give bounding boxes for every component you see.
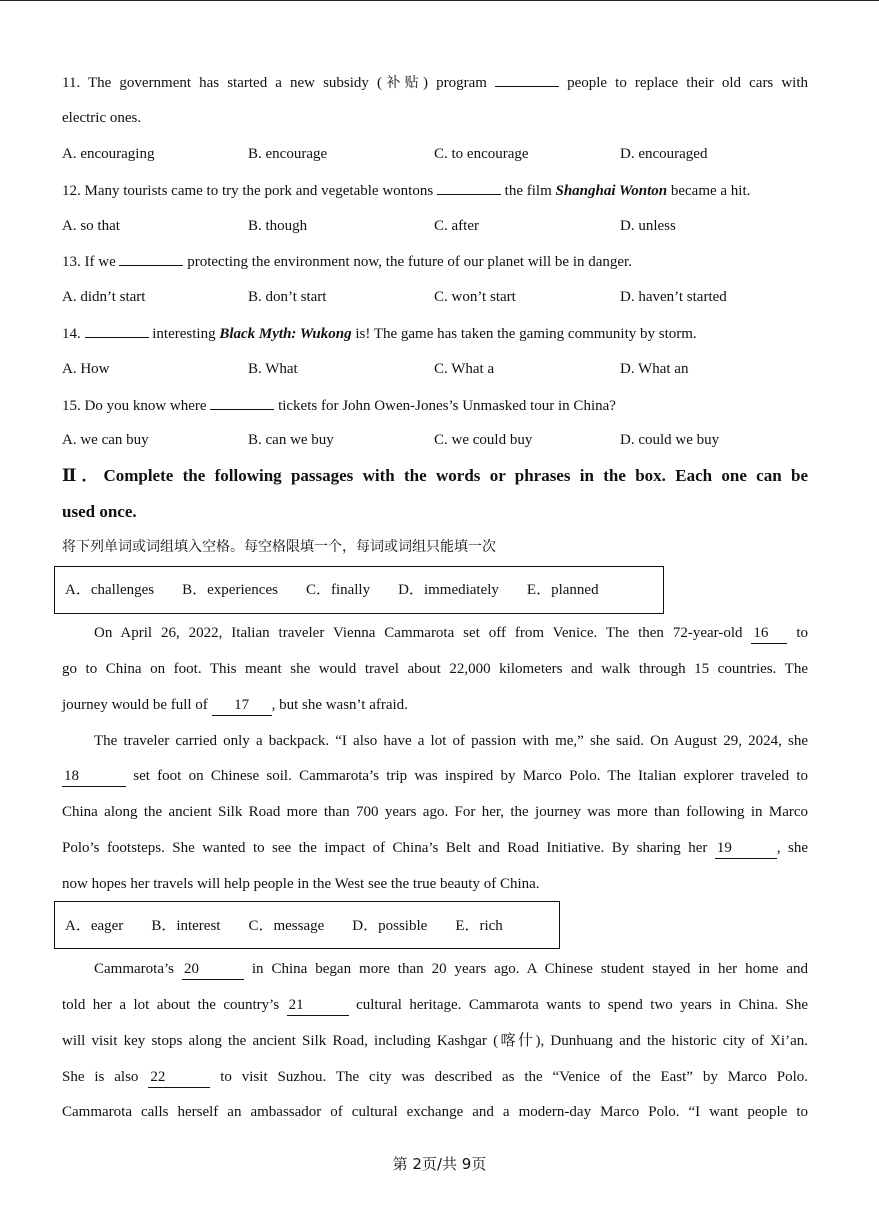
option-c[interactable]: C. What a bbox=[434, 361, 495, 377]
section-2-instruction: 将下列单词或词组填入空格。每空格限填一个，每词或词组只能填一次 bbox=[62, 539, 496, 555]
blank-22[interactable]: 22 bbox=[148, 1067, 210, 1088]
word-box-2 bbox=[54, 901, 560, 949]
answer-blank[interactable] bbox=[495, 72, 559, 87]
question-12-options bbox=[62, 216, 808, 236]
answer-blank[interactable] bbox=[119, 251, 183, 266]
passage-1-line-3: journey would be full of 17 , but she wasn’t afraid. bbox=[62, 695, 808, 716]
option-d[interactable]: D. haven’t started bbox=[620, 289, 727, 305]
passage-2-line-4: She is also 22 to visit Suzhou. The city was described as the “Venice of the East” by Marco Polo. bbox=[62, 1067, 808, 1088]
film-title: Shanghai Wonton bbox=[555, 183, 668, 199]
question-15-options bbox=[62, 430, 808, 450]
option-a[interactable]: A. so that bbox=[62, 218, 120, 234]
option-a[interactable]: A. encouraging bbox=[62, 146, 155, 162]
page-top-rule bbox=[0, 0, 879, 1]
question-11-stem-cont: electric ones. bbox=[62, 110, 142, 126]
option-c[interactable]: C. won’t start bbox=[434, 289, 516, 305]
option-b[interactable]: B. don’t start bbox=[248, 289, 327, 305]
word-option: D．possible bbox=[352, 918, 428, 934]
option-a[interactable]: A. we can buy bbox=[62, 432, 149, 448]
question-13-options bbox=[62, 287, 808, 307]
blank-21[interactable]: 21 bbox=[287, 995, 349, 1016]
word-option: C．message bbox=[248, 918, 325, 934]
blank-17[interactable]: 17 bbox=[212, 695, 272, 716]
answer-blank[interactable] bbox=[437, 180, 501, 195]
passage-1-line-6: China along the ancient Silk Road more than 700 years ago. For her, the journey was more than following in Marco bbox=[62, 804, 808, 820]
option-d[interactable]: D. unless bbox=[620, 218, 676, 234]
section-2-heading-cont: used once. bbox=[62, 502, 137, 521]
question-11-options bbox=[62, 144, 808, 164]
option-b[interactable]: B. can we buy bbox=[248, 432, 334, 448]
word-option: E．rich bbox=[455, 918, 503, 934]
word-option: B．experiences bbox=[182, 582, 278, 598]
blank-19[interactable]: 19 bbox=[715, 838, 777, 859]
passage-1-line-2: go to China on foot. This meant she would travel about 22,000 kilometers and walk through 15 countries. The bbox=[62, 661, 808, 677]
word-box-1 bbox=[54, 566, 664, 614]
section-2-heading: Ⅱ．Complete the following passages with the words or phrases in the box. Each one can be bbox=[62, 466, 808, 485]
blank-20[interactable]: 20 bbox=[182, 959, 244, 980]
question-15-stem: 15. Do you know where tickets for John Owen-Jones’s Unmasked tour in China? bbox=[62, 395, 808, 416]
passage-1-line-5: 18 set foot on Chinese soil. Cammarota’s trip was inspired by Marco Polo. The Italian explorer traveled to bbox=[62, 766, 808, 787]
option-d[interactable]: D. could we buy bbox=[620, 432, 720, 448]
page-number: 第 2页/共 9页 bbox=[392, 1155, 487, 1173]
blank-18[interactable]: 18 bbox=[62, 766, 126, 787]
question-12-stem: 12. Many tourists came to try the pork and vegetable wontons the film Shanghai Wonton became a hit. bbox=[62, 180, 808, 201]
option-d[interactable]: D. What an bbox=[620, 361, 689, 377]
word-option: A．challenges bbox=[65, 582, 155, 598]
option-a[interactable]: A. How bbox=[62, 361, 110, 377]
passage-2-line-2: told her a lot about the country’s 21 cultural heritage. Cammarota wants to spend two years in China. She bbox=[62, 995, 808, 1016]
option-c[interactable]: C. after bbox=[434, 218, 479, 234]
option-b[interactable]: B. What bbox=[248, 361, 298, 377]
passage-1-line-7: Polo’s footsteps. She wanted to see the impact of China’s Belt and Road Initiative. By sharing her 19 , she bbox=[62, 838, 808, 859]
passage-1-line-1: On April 26, 2022, Italian traveler Vienna Cammarota set off from Venice. The then 72-year-old 16 to bbox=[94, 623, 808, 644]
passage-2-line-5: Cammarota calls herself an ambassador of cultural exchange and a modern-day Marco Polo. “I want people to bbox=[62, 1104, 808, 1120]
option-b[interactable]: B. though bbox=[248, 218, 308, 234]
passage-2-line-1: Cammarota’s 20 in China began more than 20 years ago. A Chinese student stayed in her home and bbox=[94, 959, 808, 980]
option-a[interactable]: A. didn’t start bbox=[62, 289, 146, 305]
word-option: E．planned bbox=[526, 582, 599, 598]
word-option: D．immediately bbox=[398, 582, 499, 598]
word-option: A．eager bbox=[65, 918, 124, 934]
option-c[interactable]: C. to encourage bbox=[434, 146, 529, 162]
game-title: Black Myth: Wukong bbox=[219, 326, 352, 342]
question-14-stem: 14. interesting Black Myth: Wukong is! The game has taken the gaming community by storm. bbox=[62, 323, 808, 344]
answer-blank[interactable] bbox=[85, 323, 149, 338]
question-13-stem: 13. If we protecting the environment now, the future of our planet will be in danger. bbox=[62, 251, 808, 272]
passage-2-line-3: will visit key stops along the ancient Silk Road, including Kashgar (喀什), Dunhuang and the historic city of Xi’an. bbox=[62, 1033, 808, 1049]
question-11-stem: 11. The government has started a new subsidy (补贴) program people to replace their old cars with bbox=[62, 72, 808, 93]
blank-16[interactable]: 16 bbox=[751, 623, 787, 644]
word-option: B．interest bbox=[151, 918, 221, 934]
option-d[interactable]: D. encouraged bbox=[620, 146, 708, 162]
passage-1-line-4: The traveler carried only a backpack. “I also have a lot of passion with me,” she said. On August 29, 2024, she bbox=[94, 733, 808, 749]
question-14-options bbox=[62, 359, 808, 379]
option-b[interactable]: B. encourage bbox=[248, 146, 328, 162]
passage-1-line-8: now hopes her travels will help people in the West see the true beauty of China. bbox=[62, 876, 540, 892]
answer-blank[interactable] bbox=[210, 395, 274, 410]
option-c[interactable]: C. we could buy bbox=[434, 432, 533, 448]
word-option: C．finally bbox=[305, 582, 371, 598]
